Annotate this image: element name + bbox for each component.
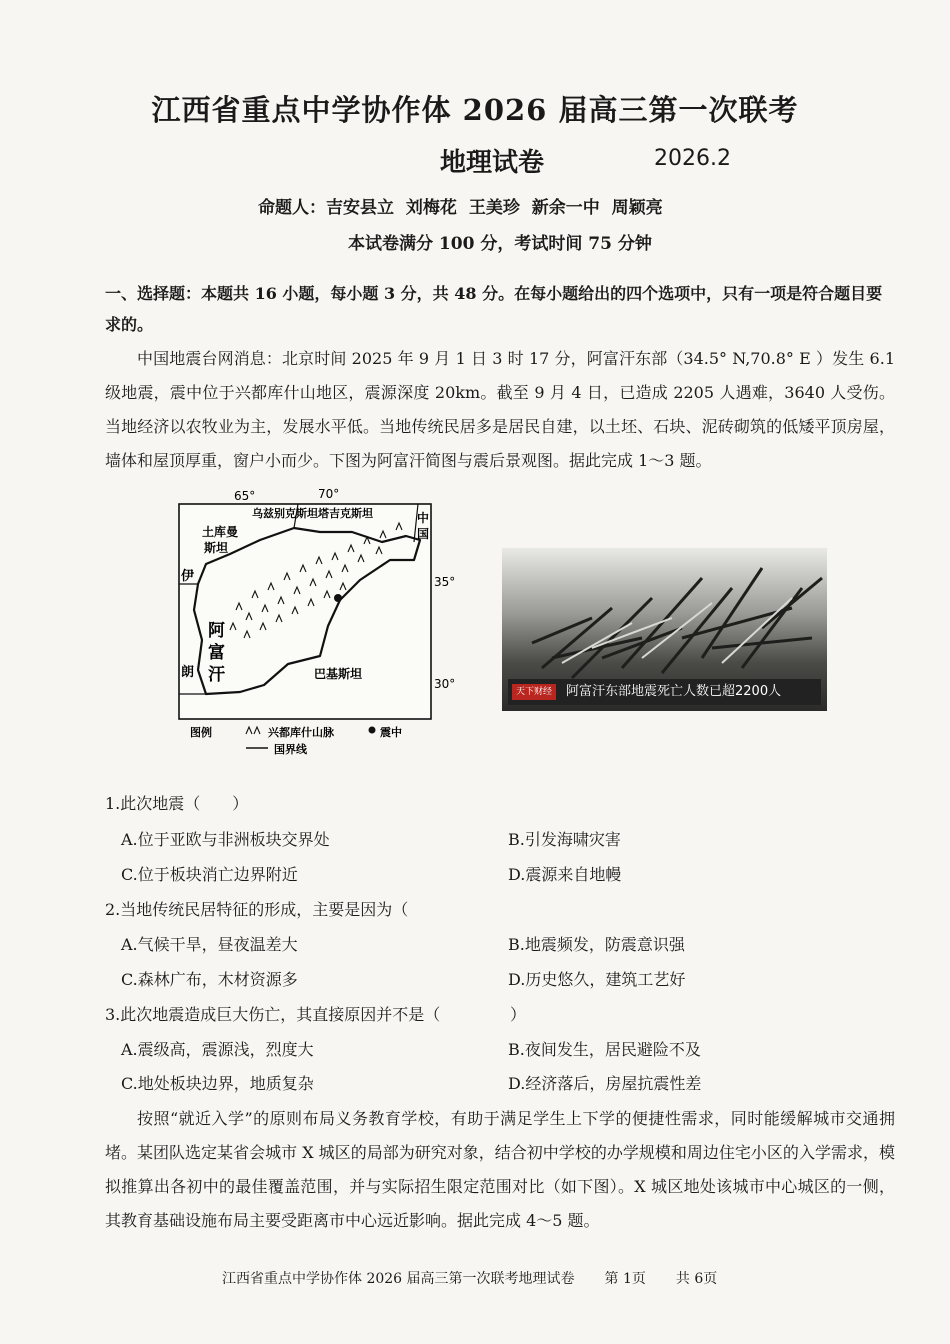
label-uzbek: 乌兹别克斯坦: [252, 507, 318, 520]
section-heading: 一、选择题：本题共 16 小题，每小题 3 分，共 48 分。在每小题给出的四个选项中，只有一项是符合题目要求的。: [105, 284, 883, 334]
page-footer: [222, 1268, 717, 1288]
q3-option-d: D.经济落后，房屋抗震性差: [508, 1074, 702, 1093]
label-turkmen-1: 土库曼: [202, 525, 239, 539]
legend-mountain-icon: [246, 727, 260, 734]
legend-title: 图例: [190, 726, 212, 739]
label-china-1: 中: [417, 511, 430, 525]
legend-epicenter-label: 震中: [380, 726, 402, 739]
q1-option-c: C.位于板块消亡边界附近: [121, 865, 298, 884]
score-time-line: 本试卷满分 100 分，考试时间 75 分钟: [348, 234, 652, 254]
q3-option-c: C.地处板块边界，地质复杂: [121, 1074, 314, 1093]
photo-caption-bar: [508, 679, 821, 705]
lat-35-label: 35°: [434, 575, 456, 589]
q2-option-b: B.地震频发，防震意识强: [508, 935, 685, 954]
news-tag: 天下财经: [512, 684, 556, 700]
q3-option-b: B.夜间发生，居民避险不及: [508, 1040, 701, 1059]
footer-title: 江西省重点中学协作体 2026 届高三第一次联考地理试卷: [222, 1271, 575, 1287]
label-afghan-2: 富: [208, 643, 225, 663]
label-afghan-1: 阿: [208, 621, 225, 641]
earthquake-photo: [502, 548, 827, 711]
photo-caption-text: 阿富汗东部地震死亡人数已超2200人: [566, 684, 782, 699]
q2-option-c: C.森林广布，木材资源多: [121, 970, 298, 989]
label-afghan-3: 汗: [208, 665, 225, 685]
label-iran-2: 朗: [181, 665, 195, 680]
authors-line: 命题人：吉安县立 刘梅花 王美珍 新余一中 周颖亮: [258, 198, 663, 218]
footer-page: 第 1页: [604, 1271, 646, 1287]
question-3-stem: 3.此次地震造成巨大伤亡，其直接原因并不是（: [105, 1005, 441, 1024]
legend-mountain-label: 兴都库什山脉: [268, 726, 334, 739]
q1-option-a: A.位于亚欧与非洲板块交界处: [121, 830, 330, 849]
q1-option-b: B.引发海啸灾害: [508, 830, 621, 849]
footer-total: 共 6页: [675, 1271, 718, 1287]
label-pakistan: 巴基斯坦: [314, 667, 363, 681]
exam-title: 江西省重点中学协作体 2026 届高三第一次联考: [151, 93, 799, 127]
question-1-stem: 1.此次地震（ ）: [105, 794, 249, 813]
lon-65-label: 65°: [234, 489, 256, 503]
q1-option-d: D.震源来自地幔: [508, 865, 622, 884]
question-2-stem: 2.当地传统民居特征的形成，主要是因为（: [105, 900, 409, 919]
exam-date: 2026.2: [654, 146, 731, 171]
passage-2: 按照“就近入学”的原则布局义务教育学校，有助于满足学生上下学的便捷性需求，同时能缓解城市交通拥堵。某团队选定某省会城市 X 城区的局部为研究对象，结合初中学校的办学规模和周边住宅小区的入学需求，模拟推算出各初中的最佳覆盖范围，并与实际招生限定范围对比（如下图）。X 城区地处该城市中心城区的一侧，其教育基础设施布局主要受距离市中心远近影响。据此完成 4～5 题。: [105, 1109, 895, 1230]
lat-30-label: 30°: [434, 677, 456, 691]
passage-1: 中国地震台网消息：北京时间 2025 年 9 月 1 日 3 时 17 分，阿富汗东部（34.5° N,70.8° E ）发生 6.1 级地震，震中位于兴都库什山地区，震源深度 20km。截至 9 月 4 日，已造成 2205 人遇难，3640 人受伤。当地经济以农牧业为主，发展水平低。当地传统民居多是居民自建，以土坯、石块、泥砖砌筑的低矮平顶房屋，墙体和屋顶厚重，窗户小而少。下图为阿富汗简图与震后景观图。据此完成 1～3 题。: [105, 349, 895, 470]
lon-70-label: 70°: [318, 487, 340, 501]
legend-epicenter-icon: [369, 727, 376, 734]
label-tajik: 塔吉克斯坦: [318, 507, 373, 520]
q3-option-a: A.震级高，震源浅，烈度大: [121, 1040, 314, 1059]
epicenter-marker: [334, 594, 342, 602]
label-china-2: 国: [417, 527, 430, 541]
question-3-stem-end: ）: [510, 1005, 527, 1024]
legend-border-label: 国界线: [274, 743, 307, 756]
label-iran-1: 伊: [181, 569, 195, 584]
label-turkmen-2: 斯坦: [204, 541, 229, 555]
q2-option-a: A.气候干旱，昼夜温差大: [121, 935, 298, 954]
exam-subtitle: 地理试卷: [440, 148, 545, 178]
q2-option-d: D.历史悠久，建筑工艺好: [508, 970, 686, 989]
afghanistan-map: [168, 480, 458, 770]
